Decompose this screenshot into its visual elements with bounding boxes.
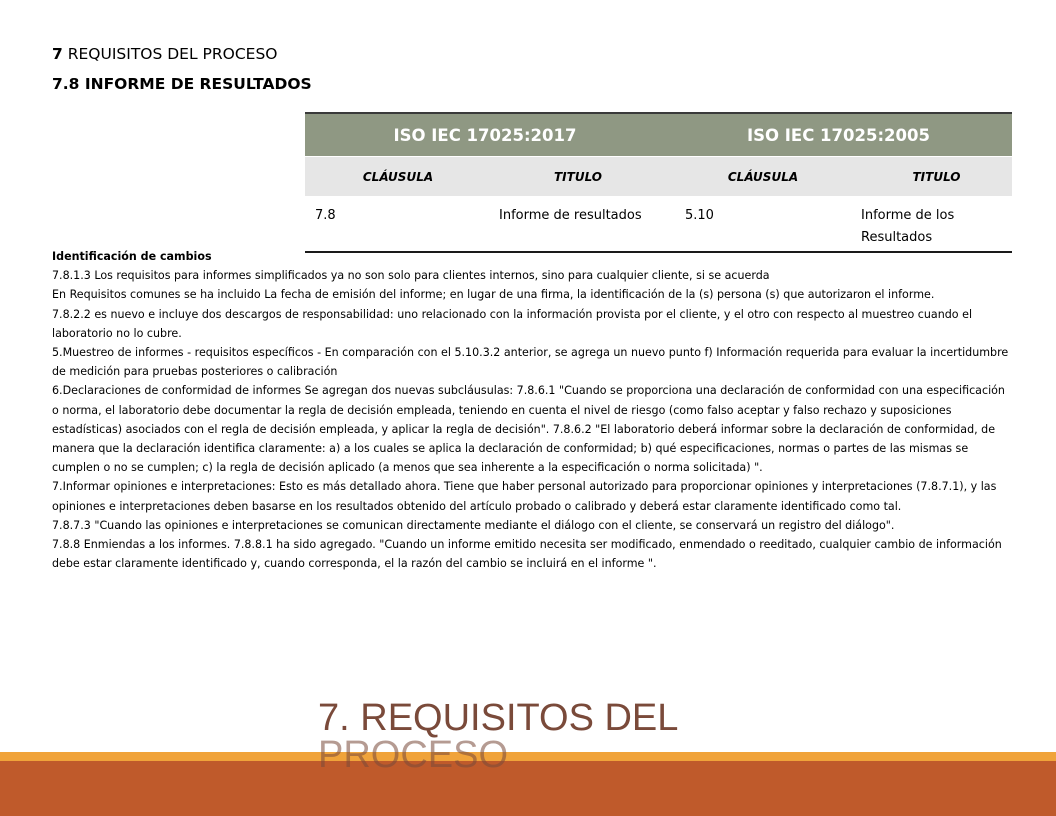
- change-paragraph: 7.8.8 Enmiendas a los informes. 7.8.8.1 ha sido agregado. "Cuando un informe emitido necesita ser modificado, enmendado o reeditado, cualquier cambio de información debe estar claramente identificado y, cuando corresponda, el la razón del cambio se incluirá en el informe ".: [52, 538, 1002, 571]
- change-paragraph: 7.Informar opiniones e interpretaciones: Esto es más detallado ahora. Tiene que haber personal autorizado para proporcionar opiniones y interpretaciones (7.8.7.1), y las opiniones e interpretaciones deben basarse en los resultados obtenido del artículo probado o calibrado y deberá estar claramente identificado como tal.: [52, 480, 997, 513]
- change-paragraph: En Requisitos comunes se ha incluido La fecha de emisión del informe; en lugar de una firma, la identificación de la (s) persona (s) que autorizaron el informe.: [52, 288, 935, 302]
- section-number: 7: [52, 45, 63, 63]
- footer-title-line1: 7. REQUISITOS DEL: [318, 697, 679, 739]
- table-cell: Informe de resultados: [491, 196, 665, 252]
- column-header: CLÁUSULA: [665, 157, 861, 197]
- column-header: TITULO: [861, 157, 1012, 197]
- table-cell: 7.8: [305, 196, 491, 252]
- iso-comparison-table: [305, 112, 1012, 253]
- changes-title: Identificación de cambios: [52, 250, 212, 263]
- subsection-heading: 7.8 INFORME DE RESULTADOS: [52, 75, 312, 93]
- change-paragraph: 7.8.7.3 "Cuando las opiniones e interpretaciones se comunican directamente mediante el diálogo con el cliente, se conservará un registro del diálogo".: [52, 518, 895, 532]
- table-cell: 5.10: [665, 196, 861, 252]
- column-header: CLÁUSULA: [305, 157, 491, 197]
- footer-title-line2: PROCESO: [318, 734, 509, 776]
- standard-2005-header: ISO IEC 17025:2005: [665, 113, 1012, 157]
- standards-header-row: [305, 113, 1012, 157]
- columns-header-row: [305, 157, 1012, 197]
- change-paragraph: 7.8.2.2 es nuevo e incluye dos descargos de responsabilidad: uno relacionado con la información provista por el cliente, y el otro con respecto al muestreo cuando el laboratorio no lo cubre.: [52, 307, 973, 340]
- table-cell: Informe de los Resultados: [861, 196, 1012, 252]
- column-header: TITULO: [491, 157, 665, 197]
- section-heading: [52, 45, 278, 63]
- table-row: [305, 196, 1012, 252]
- change-paragraph: 5.Muestreo de informes - requisitos específicos - En comparación con el 5.10.3.2 anterior, se agrega un nuevo punto f) Información requerida para evaluar la incertidumbre de medición para pruebas posteriores o calibración: [52, 346, 1009, 379]
- standard-2017-header: ISO IEC 17025:2017: [305, 113, 665, 157]
- change-paragraph: 7.8.1.3 Los requisitos para informes simplificados ya no son solo para clientes internos, sino para cualquier cliente, si se acuerda: [52, 269, 770, 283]
- change-paragraph: 6.Declaraciones de conformidad de informes Se agregan dos nuevas subcláusulas: 7.8.6.1 "Cuando se proporciona una declaración de conformidad con una especificación o norma, el laboratorio debe documentar la regla de decisión empleada, teniendo en cuenta el nivel de riesgo (como falso aceptar y falso rechazo y suposiciones estadísticas) asociados con el regla de decisión empleada, y aplicar la regla de decisión". 7.8.6.2 "El laboratorio deberá informar sobre la declaración de conformidad, de manera que la declaración identifica claramente: a) a los cuales se aplica la declaración de conformidad; b) qué especificaciones, normas o partes de las mismas se cumplen o no se cumplen; c) la regla de decisión aplicado (a menos que sea inherente a la especificación o norma solicitada) ".: [52, 384, 1005, 475]
- section-heading-text: REQUISITOS DEL PROCESO: [62, 45, 278, 63]
- changes-body: [52, 247, 1014, 573]
- footer-title: [318, 697, 679, 776]
